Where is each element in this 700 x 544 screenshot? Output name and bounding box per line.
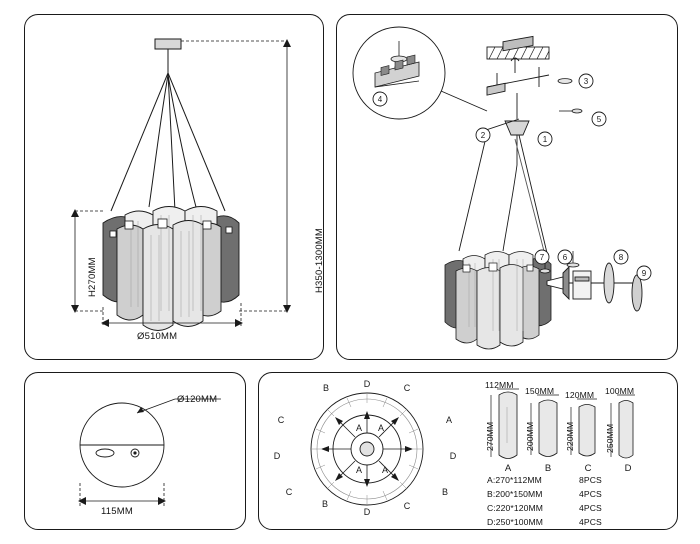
svg-text:1: 1	[542, 135, 548, 144]
parts-list-a-spec: A:270*112MM	[487, 475, 542, 485]
svg-text:B: B	[321, 499, 329, 509]
svg-text:7: 7	[539, 253, 545, 262]
svg-text:B: B	[544, 463, 552, 474]
svg-text:C: C	[285, 487, 293, 497]
assembly-drawing	[337, 15, 677, 359]
part-d-top-dim: 100MM	[605, 386, 635, 396]
part-a-side-dim: 270MM	[485, 421, 495, 451]
svg-text:C: C	[403, 501, 411, 511]
svg-text:2: 2	[480, 131, 486, 140]
diameter-label: Ø510MM	[137, 331, 178, 342]
detail-callout-bubble	[353, 27, 487, 119]
parts-list-c-qty: 4PCS	[579, 503, 602, 513]
part-b-side-dim: 200MM	[525, 421, 535, 451]
svg-text:3: 3	[583, 77, 589, 86]
suspension-rod	[505, 93, 529, 165]
ceiling-bracket-assembly	[487, 36, 549, 93]
part-keys	[505, 463, 632, 474]
svg-text:C: C	[584, 463, 592, 474]
canopy-diameter-label: Ø120MM	[177, 394, 218, 405]
assembly-exploded-panel	[336, 14, 678, 360]
part-b-top-dim: 150MM	[525, 386, 555, 396]
parts-list-d-spec: D:250*100MM	[487, 517, 544, 527]
svg-text:D: D	[363, 379, 371, 389]
svg-text:B: B	[441, 487, 449, 497]
shade-cluster	[103, 207, 239, 331]
svg-text:C: C	[277, 415, 285, 425]
height-range-label: H350-1300MM	[314, 227, 325, 293]
ceiling-hatch	[487, 47, 549, 59]
svg-text:B: B	[322, 383, 330, 393]
svg-text:D: D	[624, 463, 632, 474]
svg-text:C: C	[403, 383, 411, 393]
svg-text:A: A	[381, 465, 389, 475]
shade-cluster-assembly	[445, 252, 551, 350]
part-c-side-dim: 220MM	[565, 421, 575, 451]
parts-list-b-spec: B:200*150MM	[487, 489, 543, 499]
bulb-and-socket-parts	[547, 263, 642, 311]
svg-text:9: 9	[641, 269, 647, 278]
part-c-top-dim: 120MM	[565, 390, 595, 400]
svg-text:6: 6	[562, 253, 568, 262]
dimension-elevation-panel	[24, 14, 324, 360]
elevation-drawing	[25, 15, 323, 359]
parts-layout-panel	[258, 372, 678, 530]
svg-text:A: A	[445, 415, 453, 425]
svg-text:D: D	[449, 451, 457, 461]
svg-text:A: A	[355, 465, 363, 475]
svg-text:5: 5	[596, 115, 602, 124]
shade-height-label: H270MM	[87, 257, 98, 297]
part-d-side-dim: 250MM	[605, 423, 615, 453]
svg-text:A: A	[355, 423, 363, 433]
svg-text:A: A	[377, 423, 385, 433]
parts-list-a-qty: 8PCS	[579, 475, 602, 485]
svg-text:D: D	[273, 451, 281, 461]
parts-list-b-qty: 4PCS	[579, 489, 602, 499]
svg-text:4: 4	[377, 95, 383, 104]
parts-list-c-spec: C:220*120MM	[487, 503, 544, 513]
parts-list-d-qty: 4PCS	[579, 517, 602, 527]
svg-text:8: 8	[618, 253, 624, 262]
svg-text:D: D	[363, 507, 371, 517]
svg-text:A: A	[504, 463, 512, 474]
canopy-width-label: 115MM	[101, 506, 133, 517]
canopy-plan-panel	[24, 372, 246, 530]
part-a-top-dim: 112MM	[485, 380, 514, 390]
